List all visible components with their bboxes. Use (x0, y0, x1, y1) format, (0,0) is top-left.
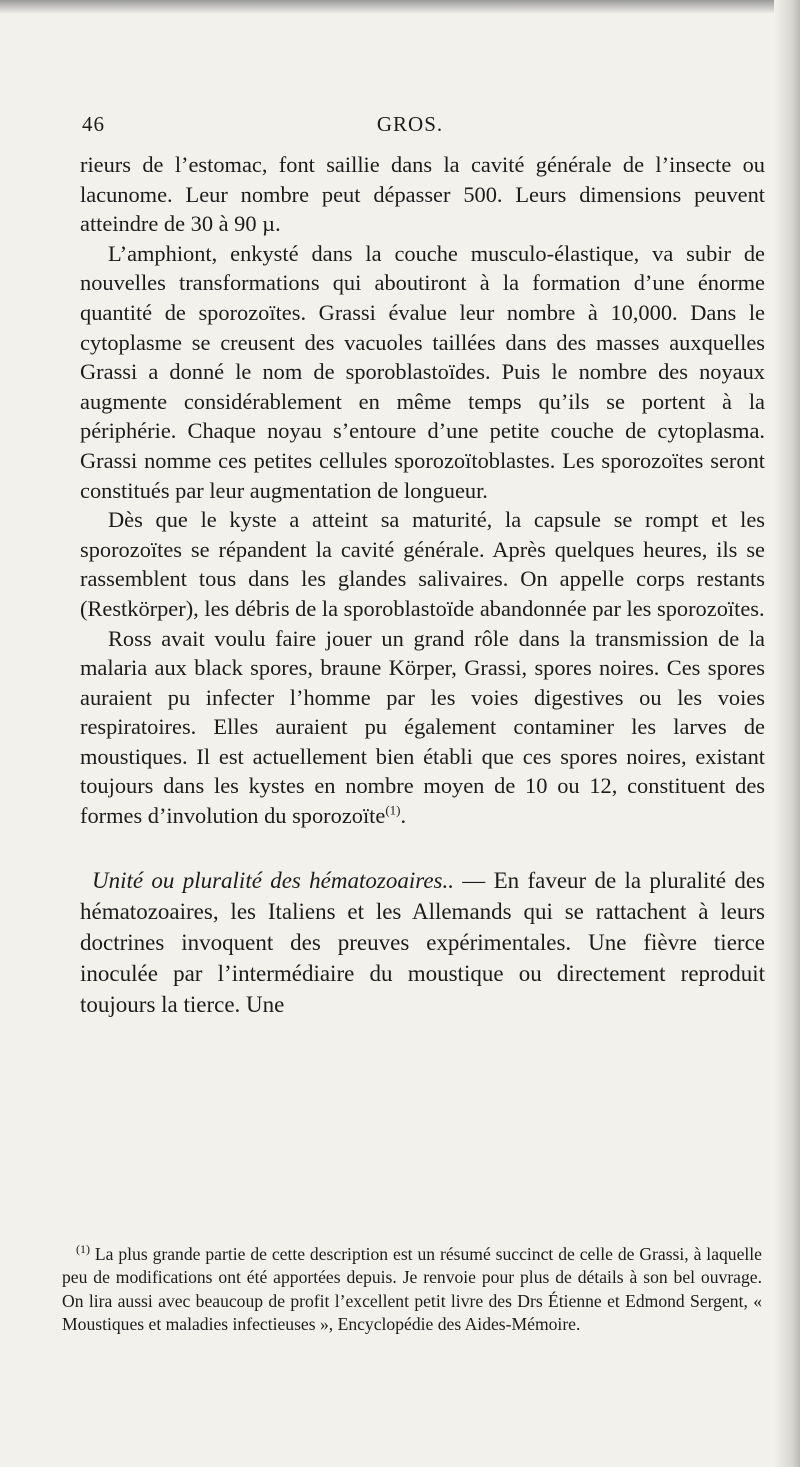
section-text: En faveur de la pluralité des hématozoaires, les Italiens et les Allemands qui se rattachent à leurs doctrines invoquent des preuves expérimentales. Une fièvre tierce inoculée par l’intermédiaire du moustique ou directement reproduit toujours la tierce. Une (80, 867, 766, 1017)
footnotes (62, 1243, 762, 1337)
page-number: 46 (82, 112, 105, 136)
paragraph-4-end: . (400, 803, 407, 829)
footnote-1 (62, 1243, 762, 1337)
running-head: GROS. (376, 112, 444, 136)
main-text (80, 150, 765, 1020)
paragraph-3: Dès que le kyste a atteint sa maturité, la capsule se rompt et les sporozoïtes se répandent la cavité générale. Après quelques heures, ils se rassemblent tous dans les glandes salivaires. On appelle corps restants (Restkörper), les débris de la sporoblastoïde abandonnée par les sporozoïtes. (80, 507, 765, 621)
paragraph-4 (80, 624, 765, 831)
footnote-reference[interactable]: (1) (385, 802, 401, 818)
section-dash: — (454, 867, 494, 893)
page-top-shadow (0, 0, 800, 14)
section-paragraph (80, 865, 765, 1020)
section-title: Unité ou pluralité des hématozoaires.. (92, 867, 454, 893)
paragraph-2: L’amphiont, enkysté dans la couche musculo-élastique, va subir de nouvelles transformations qui aboutiront à la formation d’une énorme quantité de sporozoïtes. Grassi évalue leur nombre à 10,000. Dans le cytoplasme se creusent des vacuoles taillées dans des masses auxquelles Grassi a donné le nom de sporoblastoïdes. Puis le nombre des noyaux augmente considérablement en même temps qu’ils se portent à la périphérie. Chaque noyau s’entoure d’une petite couche de cytoplasma. Grassi nomme ces petites cellules sporozoïtoblastes. Les sporozoïtes seront constitués par leur augmentation de longueur. (80, 240, 765, 503)
paragraph-1: rieurs de l’estomac, font saillie dans la cavité générale de l’insecte ou lacunome. Leur nombre peut dépasser 500. Leurs dimensions peuvent atteindre de 30 à 90 µ. (80, 152, 765, 237)
footnote-marker: (1) (76, 1242, 90, 1257)
paragraph-4-text: Ross avait voulu faire jouer un grand rôle dans la transmission de la malaria aux black spores, braune Körper, Grassi, spores noires. Ces spores auraient pu infecter l’homme par les voies digestives ou les voies respiratoires. Elles auraient pu également contaminer les larves de moustiques. Il est actuellement bien établi que ces spores noires, existant toujours dans les kystes en nombre moyen de 10 ou 12, constituent des formes d’involution du sporozoïte (80, 625, 765, 829)
footnote-text: La plus grande partie de cette description est un résumé succinct de celle de Grassi, à laquelle peu de modifications ont été apportées depuis. Je renvoie pour plus de détails à son bel ouvrage. On lira aussi avec beaucoup de profit l’excellent petit livre des Drs Étienne et Edmond Sergent, « Moustiques et maladies infectieuses », Encyclopédie des Aides-Mémoire. (62, 1244, 762, 1335)
page-right-shadow (774, 0, 800, 1467)
